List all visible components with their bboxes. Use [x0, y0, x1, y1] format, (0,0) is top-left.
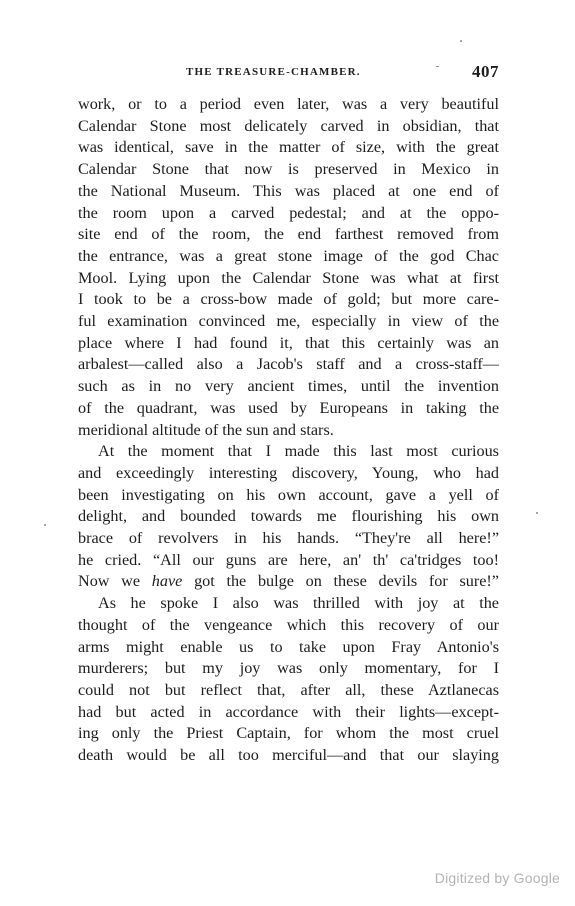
text-line: of the quadrant, was used by Europeans in taking the: [78, 398, 499, 417]
text-line: Calendar Stone most delicately carved in obsidian, that: [78, 116, 499, 135]
text-line: place where I had found it, that this certainly was an: [78, 333, 499, 352]
text-line: arms might enable us to take upon Fray Antonio's: [78, 637, 499, 656]
text-line: ful examination convinced me, especially in view of the: [78, 312, 499, 331]
text-line: meridional altitude of the sun and stars.: [78, 420, 334, 439]
text-line: arbalest—called also a Jacob's staff and a cross-staff—: [78, 355, 499, 374]
paper-speck: [536, 512, 538, 514]
text-line: the National Museum. This was placed at one end of: [78, 181, 499, 200]
text-line: At the moment that I made this last most curious: [98, 442, 499, 461]
text-line: Calendar Stone that now is preserved in Mexico in: [78, 160, 499, 179]
digitization-watermark: Digitized by Google: [434, 870, 560, 886]
text-line: thought of the vengeance which this recovery of our: [78, 615, 499, 634]
text-line: death would be all too merciful—and that our slaying: [78, 746, 499, 765]
paper-speck: [436, 66, 439, 67]
text-line: work, or to a period even later, was a very beautiful: [78, 95, 499, 113]
text-line: murderers; but my joy was only momentary, for I: [78, 659, 499, 678]
text-line: been investigating on his own account, gave a yell of: [78, 485, 499, 504]
text-line: such as in no very ancient times, until the invention: [78, 377, 499, 396]
text-line: I took to be a cross-bow made of gold; but more care-: [78, 290, 499, 309]
paper-speck: [460, 40, 462, 42]
text-line: As he spoke I also was thrilled with joy at the: [98, 594, 499, 613]
text-line-with-emphasis: [78, 571, 499, 593]
text-line: and exceedingly interesting discovery, Young, who had: [78, 463, 499, 482]
text-line: he cried. “All our guns are here, an' th' ca'tridges too!: [78, 550, 499, 569]
body-text: [78, 94, 499, 767]
text-fragment: got the bulge on these devils for sure!”: [194, 572, 499, 591]
text-line: ing only the Priest Captain, for whom the most cruel: [78, 724, 499, 743]
text-line: could not but reflect that, after all, these Aztlanecas: [78, 680, 499, 699]
text-line: was identical, save in the matter of size, with the great: [78, 138, 499, 157]
page-number: 407: [472, 62, 499, 81]
text-line: brace of revolvers in his hands. “They're all here!”: [78, 529, 499, 548]
text-line: Mool. Lying upon the Calendar Stone was what at first: [78, 268, 499, 287]
text-fragment: Now we: [78, 572, 141, 591]
text-line: had but acted in accordance with their lights—except-: [78, 702, 499, 721]
text-line: delight, and bounded towards me flourishing his own: [78, 507, 499, 526]
text-line: the room upon a carved pedestal; and at the oppo-: [78, 203, 499, 222]
running-title: THE TREASURE-CHAMBER.: [186, 66, 361, 78]
text-line: site end of the room, the end farthest removed from: [78, 225, 499, 244]
paper-speck: [44, 524, 46, 526]
text-line: the entrance, was a great stone image of the god Chac: [78, 246, 499, 265]
emphasized-word: have: [151, 572, 183, 591]
